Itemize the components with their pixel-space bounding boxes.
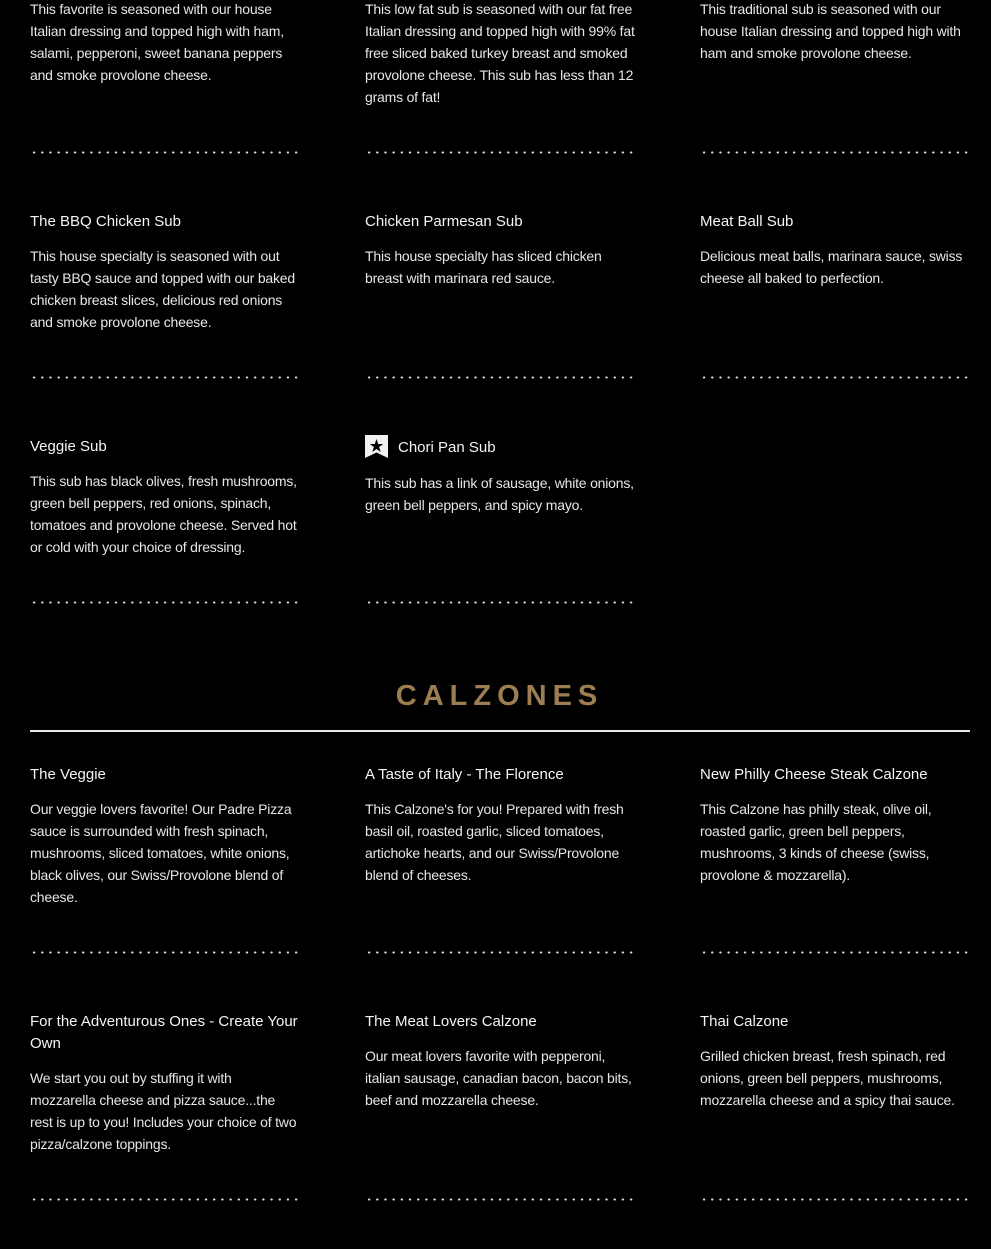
item-description: Our meat lovers favorite with pepperoni, italian sausage, canadian bacon, bacon bits, beef and mozzarella cheese.: [365, 1048, 632, 1108]
menu-item-chicken-parmesan-sub[interactable]: [365, 211, 635, 289]
item-description: This house specialty has sliced chicken breast with marinara red sauce.: [365, 248, 602, 286]
menu-item-the-florence[interactable]: [365, 764, 635, 886]
menu-item[interactable]: [365, 0, 635, 108]
item-description: Our veggie lovers favorite! Our Padre Pizza sauce is surrounded with fresh spinach, mushrooms, sliced tomatoes, white onions, black olives, our Swiss/Provolone blend of cheese.: [30, 801, 292, 905]
item-name: The Veggie: [30, 766, 106, 783]
item-name: Meat Ball Sub: [700, 213, 794, 230]
dotted-divider: [365, 951, 635, 954]
dotted-divider: [30, 151, 300, 154]
menu-item-meat-ball-sub[interactable]: [700, 211, 970, 289]
menu-item-create-your-own[interactable]: [30, 1011, 300, 1155]
menu-item-meat-lovers-calzone[interactable]: [365, 1011, 635, 1111]
item-description: This house specialty is seasoned with out tasty BBQ sauce and topped with our baked chicken breast slices, delicious red onions and smoke provolone cheese.: [30, 248, 295, 330]
item-description: This Calzone has philly steak, olive oil, roasted garlic, green bell peppers, mushrooms, 3 kinds of cheese (swiss, provolone & mozzarella).: [700, 801, 932, 883]
item-name: Chori Pan Sub: [398, 439, 496, 456]
menu-item-the-veggie[interactable]: [30, 764, 300, 908]
dotted-divider: [365, 1198, 635, 1201]
menu-item-philly-cheese-steak-calzone[interactable]: [700, 764, 970, 886]
menu-item-thai-calzone[interactable]: [700, 1011, 970, 1111]
dotted-divider: [30, 376, 300, 379]
item-description: We start you out by stuffing it with mozzarella cheese and pizza sauce...the rest is up to you! Includes your choice of two pizza/calzone toppings.: [30, 1070, 297, 1152]
menu-item-veggie-sub[interactable]: [30, 436, 300, 558]
dotted-divider: [700, 376, 970, 379]
dotted-divider: [30, 1198, 300, 1201]
item-name: Thai Calzone: [700, 1013, 789, 1030]
menu-item-chori-pan-sub[interactable]: [365, 437, 635, 516]
item-description: This low fat sub is seasoned with our fat free Italian dressing and topped high with 99% fat free sliced baked turkey breast and smoked provolone cheese. This sub has less than 12 grams of fat!: [365, 1, 635, 105]
item-name: New Philly Cheese Steak Calzone: [700, 766, 928, 783]
dotted-divider: [700, 951, 970, 954]
menu-item[interactable]: [700, 0, 970, 64]
menu-item[interactable]: [30, 0, 300, 86]
item-name: Chicken Parmesan Sub: [365, 213, 523, 230]
item-description: Delicious meat balls, marinara sauce, swiss cheese all baked to perfection.: [700, 248, 963, 286]
item-name: Veggie Sub: [30, 438, 107, 455]
item-name-row: [365, 437, 635, 459]
dotted-divider: [700, 1198, 970, 1201]
dotted-divider: [365, 601, 635, 604]
item-description: This Calzone's for you! Prepared with fresh basil oil, roasted garlic, sliced tomatoes, artichoke hearts, and our Swiss/Provolone blend of cheeses.: [365, 801, 624, 883]
dotted-divider: [365, 151, 635, 154]
item-name: The BBQ Chicken Sub: [30, 213, 181, 230]
dotted-divider: [30, 951, 300, 954]
item-description: This favorite is seasoned with our house Italian dressing and topped high with ham, salami, pepperoni, sweet banana peppers and smoke provolone cheese.: [30, 1, 284, 83]
item-description: Grilled chicken breast, fresh spinach, red onions, green bell peppers, mushrooms, mozzarella cheese and a spicy thai sauce.: [700, 1048, 955, 1108]
star-badge-icon: [365, 435, 388, 458]
item-description: This traditional sub is seasoned with our house Italian dressing and topped high with ham and smoke provolone cheese.: [700, 1, 961, 61]
item-name: The Meat Lovers Calzone: [365, 1013, 537, 1030]
dotted-divider: [30, 601, 300, 604]
menu-item-bbq-chicken-sub[interactable]: [30, 211, 300, 333]
dotted-divider: [700, 151, 970, 154]
item-name: For the Adventurous Ones - Create Your Own: [30, 1013, 298, 1052]
item-description: This sub has a link of sausage, white onions, green bell peppers, and spicy mayo.: [365, 475, 634, 513]
section-rule: [30, 730, 970, 732]
dotted-divider: [365, 376, 635, 379]
item-name: A Taste of Italy - The Florence: [365, 766, 564, 783]
section-title-calzones: CALZONES: [395, 680, 604, 712]
item-description: This sub has black olives, fresh mushrooms, green bell peppers, red onions, spinach, tomatoes and provolone cheese. Served hot or cold with your choice of dressing.: [30, 473, 297, 555]
